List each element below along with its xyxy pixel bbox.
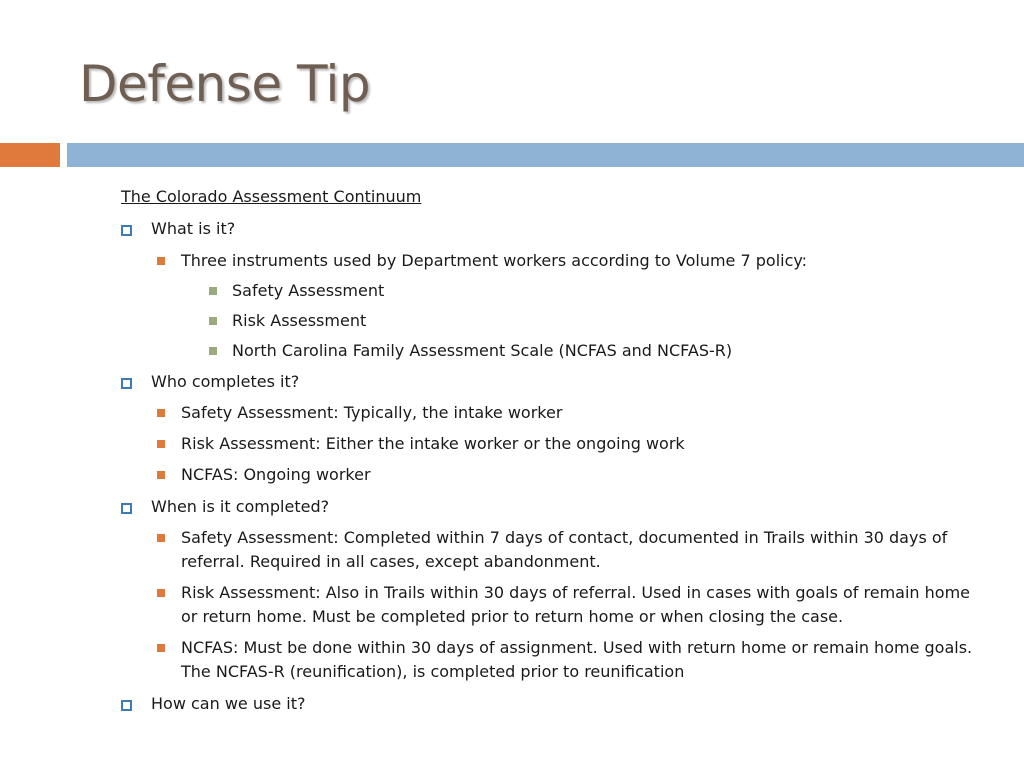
level1-bullet-icon — [121, 700, 132, 711]
level3-bullet-icon — [209, 347, 217, 355]
level2-bullet-icon — [157, 534, 165, 542]
content-subtitle: The Colorado Assessment Continuum — [121, 187, 422, 206]
level2-bullet-icon — [157, 409, 165, 417]
level1-bullet-icon — [121, 378, 132, 389]
list-item: Risk Assessment — [232, 311, 367, 330]
list-item: Risk Assessment: Either the intake worker or the ongoing work — [181, 434, 685, 453]
level2-bullet-icon — [157, 589, 165, 597]
level2-bullet-icon — [157, 471, 165, 479]
level1-bullet-icon — [121, 503, 132, 514]
section-heading-who: Who completes it? — [151, 372, 300, 391]
section-heading-when: When is it completed? — [151, 497, 330, 516]
section-heading-what: What is it? — [151, 219, 236, 238]
slide-title: Defense Tip — [79, 55, 371, 113]
list-item: Risk Assessment: Also in Trails within 30 days of referral. Used in cases with goals of remain home or return home. Must be completed prior to return home or when closing the case. — [181, 583, 971, 626]
list-item: NCFAS: Must be done within 30 days of assignment. Used with return home or remain home goals. The NCFAS-R (reunification), is completed prior to reunification — [181, 638, 973, 681]
level2-bullet-icon — [157, 257, 165, 265]
level2-bullet-icon — [157, 644, 165, 652]
section-heading-how: How can we use it? — [151, 694, 306, 713]
list-item: Three instruments used by Department workers according to Volume 7 policy: — [181, 251, 808, 270]
list-item: NCFAS: Ongoing worker — [181, 465, 371, 484]
list-item: Safety Assessment: Typically, the intake worker — [181, 403, 563, 422]
list-item: Safety Assessment: Completed within 7 days of contact, documented in Trails within 30 days of referral. Required in all cases, except abandonment. — [181, 528, 948, 571]
level1-bullet-icon — [121, 225, 132, 236]
list-item: North Carolina Family Assessment Scale (NCFAS and NCFAS-R) — [232, 341, 733, 360]
level3-bullet-icon — [209, 317, 217, 325]
list-item: Safety Assessment — [232, 281, 385, 300]
level3-bullet-icon — [209, 287, 217, 295]
level2-bullet-icon — [157, 440, 165, 448]
